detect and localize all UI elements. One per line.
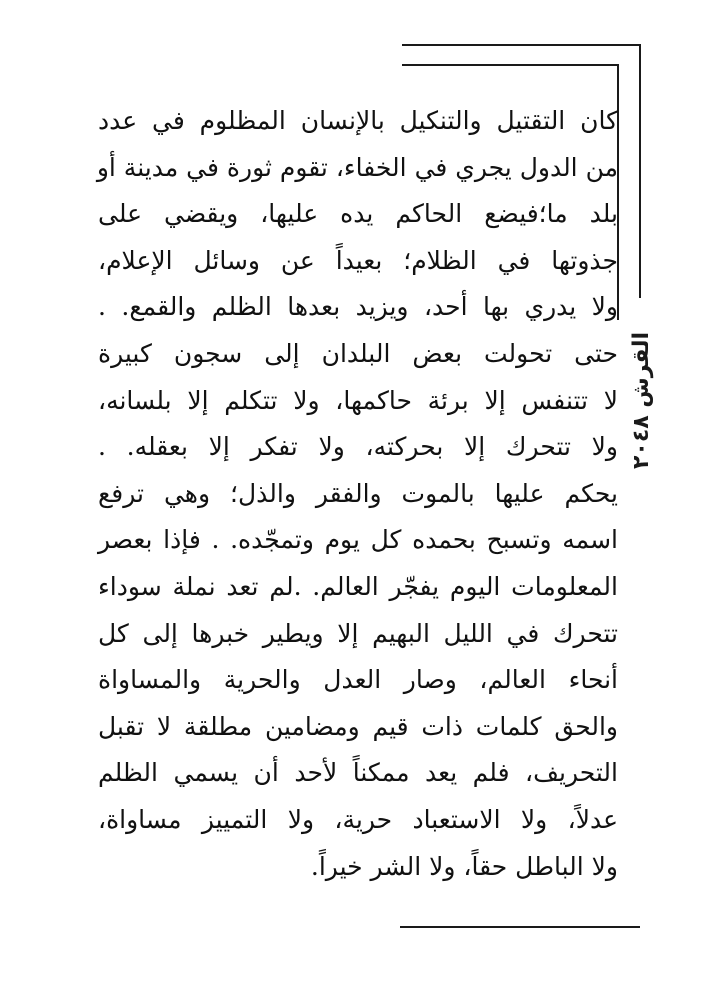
- body-line: ولا الباطل حقاً، ولا الشر خيراً.: [310, 851, 618, 881]
- frame-top-outer-rule: [402, 44, 641, 46]
- body-line: كان التقتيل والتنكيل بالإنسان المظلوم في عدد: [98, 106, 618, 135]
- body-line: جذوتها في الظلام؛ بعيداً عن وسائل الإعلام،: [98, 245, 618, 275]
- running-head-title: القرش: [629, 331, 655, 408]
- body-line: والحق كلمات ذات قيم ومضامين مطلقة لا تقبل: [98, 711, 618, 741]
- body-line: عدلاً، ولا الاستعباد حرية، ولا التمييز مساواة،: [98, 804, 618, 834]
- body-line: بلد ما؛فيضع الحاكم يده عليها، ويقضي على: [98, 199, 618, 229]
- frame-right-outer-rule: [639, 44, 641, 298]
- frame-bottom-rule: [400, 926, 640, 928]
- body-line: ولا تتحرك إلا بحركته، ولا تفكر إلا بعقله. .: [98, 432, 618, 462]
- body-line: المعلومات اليوم يفجّر العالم. .لم تعد نملة سوداء: [98, 571, 618, 601]
- body-line: لا تتنفس إلا برئة حاكمها، ولا تتكلم إلا بلسانه،: [98, 385, 618, 415]
- frame-top-inner-rule: [402, 64, 619, 66]
- body-line: يحكم عليها بالموت والفقر والذل؛ وهي ترفع: [98, 478, 618, 508]
- body-line: من الدول يجري في الخفاء، تقوم ثورة في مدينة أو: [96, 152, 618, 182]
- body-line: أنحاء العالم، وصار العدل والحرية والمساواة: [98, 665, 618, 695]
- page-number: ٢٠٤٨: [629, 414, 655, 469]
- body-line: التحريف، فلم يعد ممكناً لأحد أن يسمي الظلم: [98, 758, 618, 788]
- body-line: حتى تحولت بعض البلدان إلى سجون كبيرة: [98, 338, 618, 368]
- body-line: ولا يدري بها أحد، ويزيد بعدها الظلم والقمع. .: [98, 292, 618, 322]
- body-text: [98, 98, 618, 890]
- body-line: تتحرك في الليل البهيم إلا ويطير خبرها إلى كل: [98, 618, 618, 648]
- body-line: اسمه وتسبح بحمده كل يوم وتمجّده. . فإذا بعصر: [98, 525, 618, 555]
- running-head: [612, 320, 672, 480]
